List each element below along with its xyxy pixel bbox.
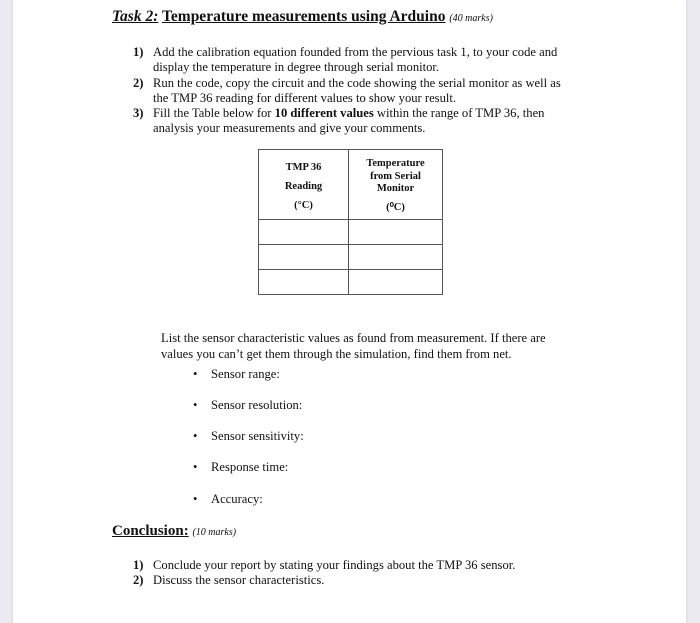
item-text: Add the calibration equation founded from the pervious task 1, to your code and <box>153 45 558 59</box>
item-text: Fill the Table below for 10 different values within the range of TMP 36, then <box>153 106 545 121</box>
task-heading <box>112 8 493 26</box>
column-header-serial-temp: Temperature from Serial Monitor (⁰C) <box>349 150 443 220</box>
table-header-row <box>259 150 443 220</box>
item-number: 2) <box>133 75 144 90</box>
measurement-table <box>258 149 443 295</box>
column-header-tmp36: TMP 36 Reading (°C) <box>259 150 349 220</box>
item-text: display the temperature in degree through serial monitor. <box>153 60 440 75</box>
bullet-icon: • <box>193 398 198 412</box>
bullet-icon: • <box>193 367 198 381</box>
table-cell <box>349 220 443 245</box>
table-cell <box>349 245 443 270</box>
item-number: 1) <box>133 558 144 572</box>
item-text: Run the code, copy the circuit and the code showing the serial monitor as well as <box>153 75 561 90</box>
item-text: Conclude your report by stating your findings about the TMP 36 sensor. <box>153 558 516 572</box>
table-cell <box>259 245 349 270</box>
emphasis-text: 10 different values <box>274 106 374 121</box>
table-cell <box>259 270 349 295</box>
bullet-icon: • <box>193 429 198 443</box>
item-number: 3) <box>133 106 144 121</box>
item-number: 2) <box>133 573 144 588</box>
characteristics-intro: List the sensor characteristic values as found from measurement. If there are values you can’t get them through the simulation, find them from net. <box>161 331 546 361</box>
bullet-icon: • <box>193 460 198 474</box>
table-cell <box>259 220 349 245</box>
task-label: Task 2: <box>112 8 159 25</box>
task-title: Temperature measurements using Arduino <box>161 8 446 25</box>
table-cell <box>349 270 443 295</box>
table-row <box>259 220 443 245</box>
table-row <box>259 245 443 270</box>
item-text: analysis your measurements and give your comments. <box>153 121 426 136</box>
task-marks: (40 marks) <box>449 13 493 24</box>
table-row <box>259 270 443 295</box>
document-page: Task 2: Temperature measurements using Arduino (40 marks) 1) Add the calibration equation founded from the pervious task 1, to your code and display the temperature in degree through serial monitor. 2) Run the code, copy the circuit and the code showing the serial monitor as well as the TMP 36 reading for different values to show your result. 3) Fill the Table below for 10 different values within the range of TMP 36, then analysis your measurements and give your comments. TMP 36 Reading (°C) Temperature from Serial Monitor (⁰C) List the sensor characteristic values as found from measurement. If there are values you can’t get them through the simulation, find them from net. • Sensor range: • Sensor resolution: • Sensor sensitivity: • Response time: • Accuracy: Conclusion: (10 marks) 1) Conclude your report by stating your findings about the TMP 36 sensor. 2) Discuss the sensor characteristics. <box>13 0 686 623</box>
item-text: Discuss the sensor characteristics. <box>153 573 325 588</box>
bullet-icon: • <box>193 492 198 506</box>
item-number: 1) <box>133 45 144 59</box>
item-text: the TMP 36 reading for different values to show your result. <box>153 90 457 105</box>
conclusion-heading: Conclusion: (10 marks) <box>112 523 237 539</box>
